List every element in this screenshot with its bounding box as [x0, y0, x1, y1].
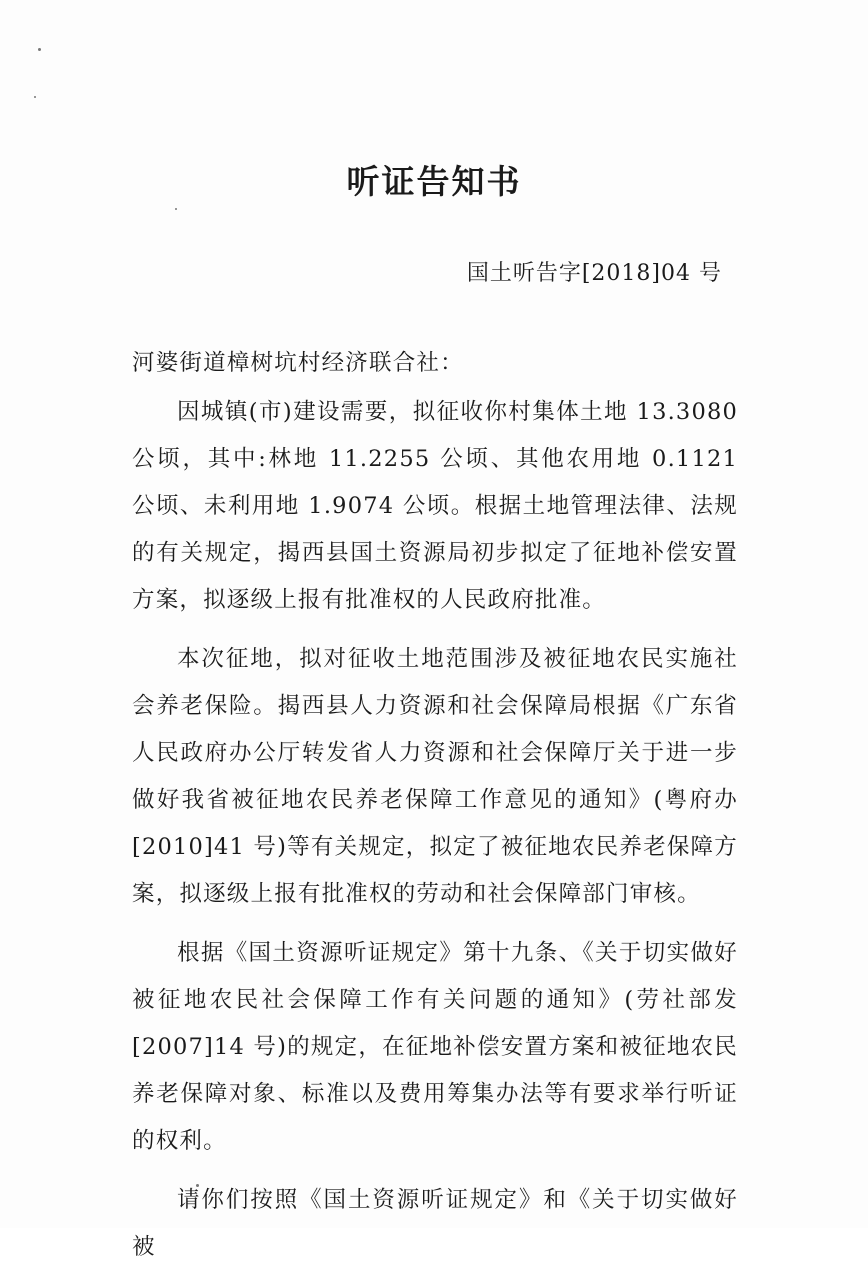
paragraph-3: 根据《国土资源听证规定》第十九条、《关于切实做好被征地农民社会保障工作有关问题的通知》(劳社部发[2007]14 号)的规定，在征地补偿安置方案和被征地农民养老保障对象、标准以及费用筹集办法等有要求举行听证的权利。: [132, 940, 738, 1154]
paragraph-4: 请你们按照《国土资源听证规定》和《关于切实做好被: [132, 1187, 738, 1260]
paragraph-1: 因城镇(市)建设需要，拟征收你村集体土地 13.3080 公顷，其中:林地 11.2255 公顷、其他农用地 0.1121 公顷、未利用地 1.9074 公顷。根据土地管理法律、法规的有关规定，揭西县国土资源局初步拟定了征地补偿安置方案，拟逐级上报有批准权的人民政府批准。: [132, 399, 738, 613]
document-number: 国土听告字[2018]04 号: [466, 261, 722, 286]
scan-speck: [38, 48, 41, 51]
salutation: 河婆街道樟树坑村经济联合社：: [132, 350, 464, 376]
scan-speck: [34, 96, 36, 98]
paragraph-2: 本次征地，拟对征收土地范围涉及被征地农民实施社会养老保险。揭西县人力资源和社会保障局根据《广东省人民政府办公厅转发省人力资源和社会保障厅关于进一步做好我省被征地农民养老保障工作意见的通知》(粤府办[2010]41 号)等有关规定，拟定了被征地农民养老保障方案，拟逐级上报有批准权的劳动和社会保障部门审核。: [132, 646, 738, 907]
document-title: 听证告知书: [346, 162, 522, 201]
scan-speck: [175, 208, 177, 210]
document-body: [132, 340, 738, 1283]
